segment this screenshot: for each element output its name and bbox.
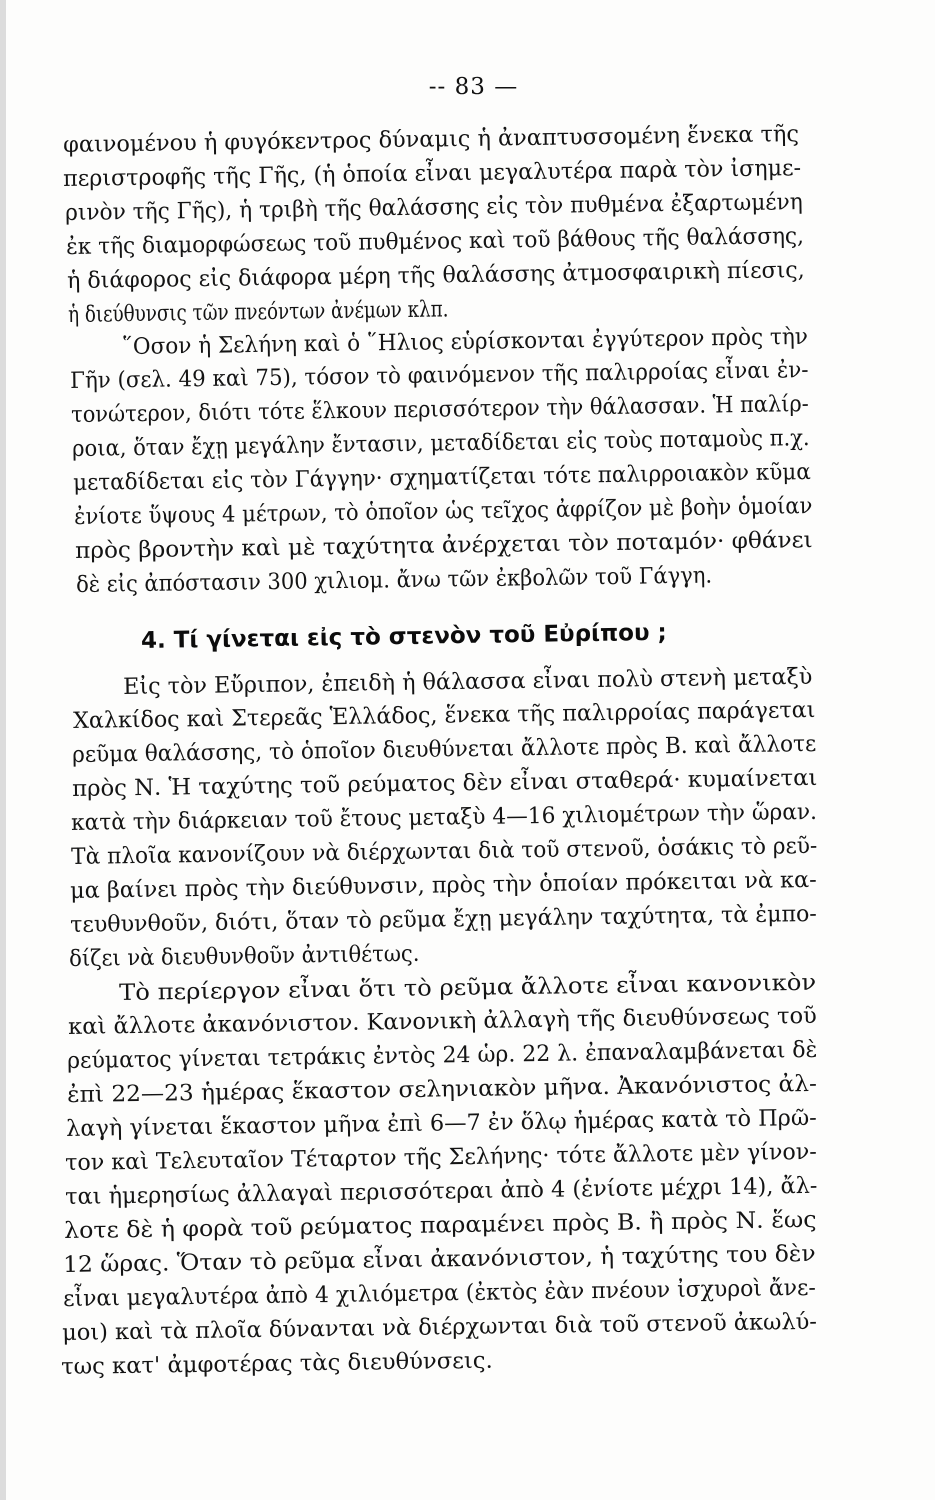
text-line: Εἰς τὸν Εὔριπον, ἐπειδὴ ἡ θάλασσα εἶναι πολὺ στενὴ μεταξὺ (122, 663, 813, 700)
text-line: πρὸς βροντὴν καὶ μὲ ταχύτητα ἀνέρχεται τὸν ποταμόν· φθάνει (74, 527, 813, 564)
text-line: λαγὴ γίνεται ἕκαστον μῆνα ἐπὶ 6—7 ἐν ὅλῳ ἡμέρας κατὰ τὸ Πρῶ- (65, 1104, 817, 1142)
page-number: -- 83 — (428, 74, 519, 100)
text-line: λοτε δὲ ἡ φορὰ τοῦ ρεύματος παραμένει πρὸς Β. ἢ πρὸς Ν. ἕως (63, 1206, 817, 1244)
text-line: ρινὸν τῆς Γῆς), ἡ τριβὴ τῆς θαλάσσης εἰς τὸν πυθμένα ἐξαρτωμένη (64, 189, 803, 226)
text-line: δὲ εἰς ἀπόστασιν 300 χιλιομ. ἄνω τῶν ἐκβολῶν τοῦ Γάγγη. (75, 562, 713, 598)
text-line: εἶναι μεγαλυτέρα ἀπὸ 4 χιλιόμετρα (ἐκτὸς ἐὰν πνέουν ἰσχυροὶ ἄνε- (62, 1274, 816, 1312)
text-line: μα βαίνει πρὸς τὴν διεύθυνσιν, πρὸς τὴν ὁποίαν πρόκειται νὰ κα- (69, 866, 817, 904)
text-line: περιστροφῆς τῆς Γῆς, (ἡ ὁποία εἶναι μεγαλυτέρα παρὰ τὸν ἰσημε- (62, 155, 802, 192)
text-line: ἐπὶ 22—23 ἡμέρας ἕκαστον σεληνιακὸν μῆνα. Ἀκανόνιστος ἀλ- (66, 1070, 818, 1108)
text-line: ῞Οσον ἡ Σελήνη καὶ ὁ ῞Ηλιος εὑρίσκονται ἐγγύτερον πρὸς τὴν (121, 323, 809, 360)
text-line: τονώτερον, διότι τότε ἕλκουν περισσότερον τὴν θάλασσαν. Ἡ παλίρ- (70, 391, 809, 428)
text-line: Χαλκίδος καὶ Στερεᾶς Ἑλλάδος, ἕνεκα τῆς παλιρροίας παράγεται (72, 696, 816, 734)
text-line: ἡ διάφορος εἰς διάφορα μέρη τῆς θαλάσσης ἀτμοσφαιρικὴ πίεσις, (66, 257, 805, 294)
text-line: τευθυνθοῦν, διότι, ὅταν τὸ ρεῦμα ἔχῃ μεγάλην ταχύτητα, τὰ ἐμπο- (69, 900, 818, 938)
text-line: Γῆν (σελ. 49 καὶ 75), τόσον τὸ φαινόμενον τῆς παλιρροίας εἶναι ἐν- (69, 357, 809, 394)
text-line: Τὰ πλοῖα κανονίζουν νὰ διέρχωνται διὰ τοῦ στενοῦ, ὁσάκις τὸ ρεῦ- (70, 832, 818, 870)
text-line: κατὰ τὴν διάρκειαν τοῦ ἔτους μεταξὺ 4—16 χιλιομέτρων τὴν ὥραν. (70, 798, 818, 836)
text-line: ἐνίοτε ὕψους 4 μέτρων, τὸ ὁποῖον ὡς τεῖχος ἀφρίζον μὲ βοὴν ὁμοίαν (73, 493, 813, 530)
section-heading: 4. Τί γίνεται εἰς τὸ στενὸν τοῦ Εὐρίπου ; (140, 619, 667, 654)
text-line: ρεῦμα θαλάσσης, τὸ ὁποῖον διευθύνεται ἄλλοτε πρὸς Β. καὶ ἄλλοτε (71, 730, 817, 768)
text-line: μοι) καὶ τὰ πλοῖα δύνανται νὰ διέρχωνται διὰ τοῦ στενοῦ ἀκωλύ- (61, 1308, 818, 1346)
text-line: δίζει νὰ διευθυνθοῦν ἀντιθέτως. (68, 940, 420, 972)
text-line: ἡ διεύθυνσις τῶν πνεόντων ἀνέμων κλπ. (67, 296, 449, 328)
text-line: Τὸ περίεργον εἶναι ὅτι τὸ ρεῦμα ἄλλοτε εἶναι κανονικὸν (118, 969, 817, 1006)
text-line: 12 ὥρας. Ὅταν τὸ ρεῦμα εἶναι ἀκανόνιστον, ἡ ταχύτης του δὲν (62, 1240, 816, 1278)
text-line: τον καὶ Τελευταῖον Τέταρτον τῆς Σελήνης· τότε ἄλλοτε μὲν γίνον- (64, 1138, 817, 1176)
text-line: πρὸς Ν. Ἡ ταχύτης τοῦ ρεύματος δὲν εἶναι σταθερά· κυμαίνεται (71, 764, 818, 802)
text-line: τως κατ' ἀμφοτέρας τὰς διευθύνσεις. (60, 1347, 493, 1380)
text-line: ἐκ τῆς διαμορφώσεως τοῦ πυθμένος καὶ τοῦ βάθους τῆς θαλάσσης, (65, 223, 805, 260)
text-line: ροια, ὅταν ἔχῃ μεγάλην ἔντασιν, μεταδίδεται εἰς τοὺς ποταμοὺς π.χ. (71, 425, 810, 462)
text-line: καὶ ἄλλοτε ἀκανόνιστον. Κανονικὴ ἀλλαγὴ τῆς διευθύνσεως τοῦ (67, 1002, 818, 1040)
text-line: ρεύματος γίνεται τετράκις ἐντὸς 24 ὡρ. 22 λ. ἐπαναλαμβάνεται δὲ (66, 1036, 818, 1074)
text-line: φαινομένου ἡ φυγόκεντρος δύναμις ἡ ἀναπτυσσομένη ἕνεκα τῆς (62, 121, 800, 158)
text-line: μεταδίδεται εἰς τὸν Γάγγην· σχηματίζεται τότε παλιρροιακὸν κῦμα (72, 459, 811, 496)
text-line: ται ἡμερησίως ἀλλαγαὶ περισσότεραι ἀπὸ 4 (ἐνίοτε μέχρι 14), ἄλ- (64, 1172, 818, 1210)
